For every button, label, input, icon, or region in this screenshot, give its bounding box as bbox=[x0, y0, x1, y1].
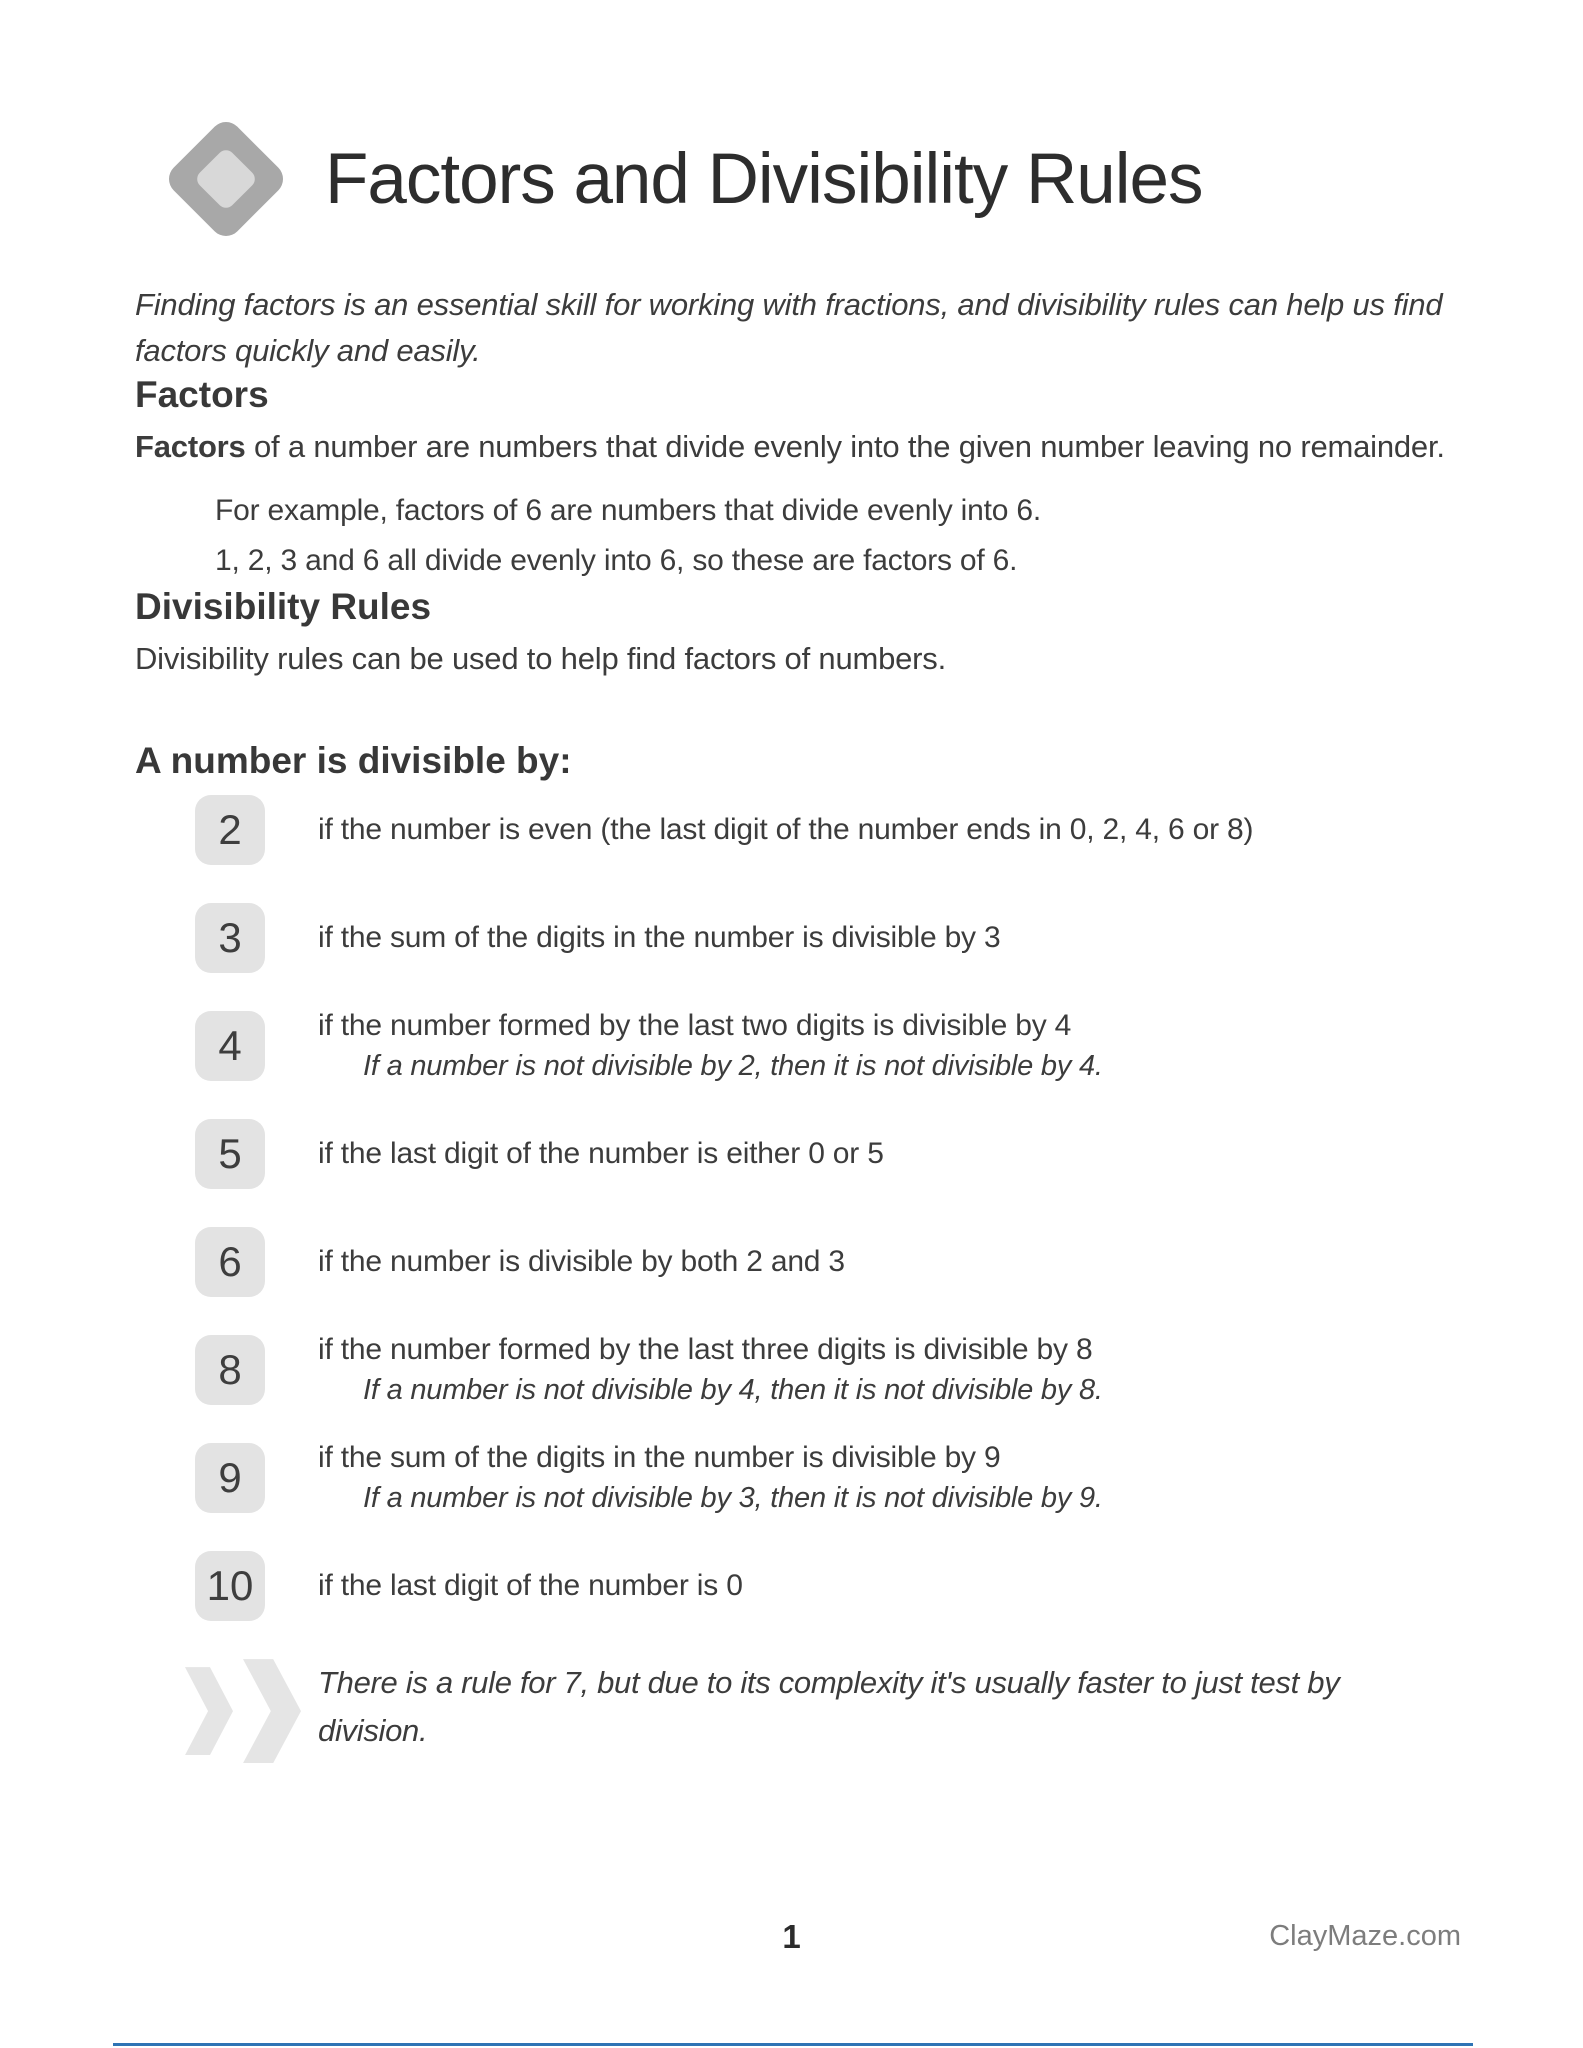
rule-text: if the sum of the digits in the number is divisible by 3 bbox=[318, 921, 1001, 955]
rules-list bbox=[135, 795, 1455, 1621]
chevron-right-icon bbox=[243, 1659, 301, 1763]
factors-description-rest: of a number are numbers that divide evenly into the given number leaving no remainder. bbox=[245, 428, 1445, 464]
rule-text: if the last digit of the number is 0 bbox=[318, 1569, 743, 1603]
rule-row-10 bbox=[135, 1551, 1455, 1621]
rule-row-9 bbox=[135, 1443, 1455, 1513]
rule-number-badge: 2 bbox=[195, 795, 265, 865]
rule-note: If a number is not divisible by 2, then it is not divisible by 4. bbox=[363, 1049, 1103, 1082]
divisibility-description: Divisibility rules can be used to help find factors of numbers. bbox=[135, 641, 947, 677]
rule-body bbox=[318, 1006, 1103, 1086]
page-header bbox=[0, 0, 1583, 242]
double-chevron-right-icon bbox=[185, 1659, 311, 1763]
rule-row-2 bbox=[135, 795, 1455, 865]
intro-text: Finding factors is an essential skill for working with fractions, and divisibility rules can help us find factors quickly and easily. bbox=[135, 287, 1443, 368]
rule-note: If a number is not divisible by 4, then it is not divisible by 8. bbox=[363, 1373, 1103, 1406]
rule-text: if the number is divisible by both 2 and 3 bbox=[318, 1245, 845, 1279]
factors-example bbox=[135, 486, 1455, 587]
diamond-icon-outer bbox=[162, 115, 289, 242]
page-title: Factors and Divisibility Rules bbox=[325, 139, 1203, 219]
factors-example-line1: For example, factors of 6 are numbers that divide evenly into 6. bbox=[215, 493, 1041, 527]
rule-text: if the number formed by the last three digits is divisible by 8 bbox=[318, 1333, 1093, 1367]
rule-text: if the number formed by the last two digits is divisible by 4 bbox=[318, 1009, 1072, 1043]
rule-row-6 bbox=[135, 1227, 1455, 1297]
rule-row-3 bbox=[135, 903, 1455, 973]
section-heading-factors: Factors bbox=[135, 373, 269, 415]
rule-text: if the number is even (the last digit of the number ends in 0, 2, 4, 6 or 8) bbox=[318, 813, 1254, 847]
rule-row-4 bbox=[135, 1011, 1455, 1081]
rule-number-badge: 4 bbox=[195, 1011, 265, 1081]
rule-body bbox=[318, 1438, 1103, 1518]
factors-description bbox=[135, 425, 1455, 470]
rules-heading: A number is divisible by: bbox=[135, 740, 572, 782]
section-heading-divisibility: Divisibility Rules bbox=[135, 586, 432, 628]
rule-body bbox=[318, 1330, 1103, 1410]
rule-text: if the sum of the digits in the number is divisible by 9 bbox=[318, 1441, 1001, 1475]
rule-number-badge: 6 bbox=[195, 1227, 265, 1297]
rule-number-badge: 5 bbox=[195, 1119, 265, 1189]
page-content bbox=[135, 282, 1455, 1763]
rule-body bbox=[318, 810, 1253, 850]
diamond-icon-inner bbox=[193, 146, 258, 211]
rule-of-seven-text: There is a rule for 7, but due to its complexity it's usually faster to just test by division. bbox=[318, 1665, 1340, 1749]
rule-body bbox=[318, 918, 1000, 958]
diamond-icon bbox=[163, 116, 289, 242]
footer-accent-bar bbox=[113, 2043, 1473, 2046]
rule-number-badge: 8 bbox=[195, 1335, 265, 1405]
rule-row-8 bbox=[135, 1335, 1455, 1405]
rule-number-badge: 3 bbox=[195, 903, 265, 973]
rule-text: if the last digit of the number is either 0 or 5 bbox=[318, 1137, 884, 1171]
factors-term: Factors bbox=[135, 428, 246, 464]
rule-of-seven-note bbox=[135, 1659, 1455, 1763]
rule-body bbox=[318, 1134, 884, 1174]
rule-body bbox=[318, 1566, 743, 1606]
rule-number-badge: 10 bbox=[195, 1551, 265, 1621]
rule-body bbox=[318, 1242, 845, 1282]
rule-row-5 bbox=[135, 1119, 1455, 1189]
page-number: 1 bbox=[782, 1918, 801, 1955]
rule-number-badge: 9 bbox=[195, 1443, 265, 1513]
site-name: ClayMaze.com bbox=[1269, 1920, 1461, 1952]
factors-example-line2: 1, 2, 3 and 6 all divide evenly into 6, so these are factors of 6. bbox=[215, 543, 1018, 577]
chevron-right-icon bbox=[185, 1667, 233, 1755]
rule-note: If a number is not divisible by 3, then it is not divisible by 9. bbox=[363, 1481, 1103, 1514]
